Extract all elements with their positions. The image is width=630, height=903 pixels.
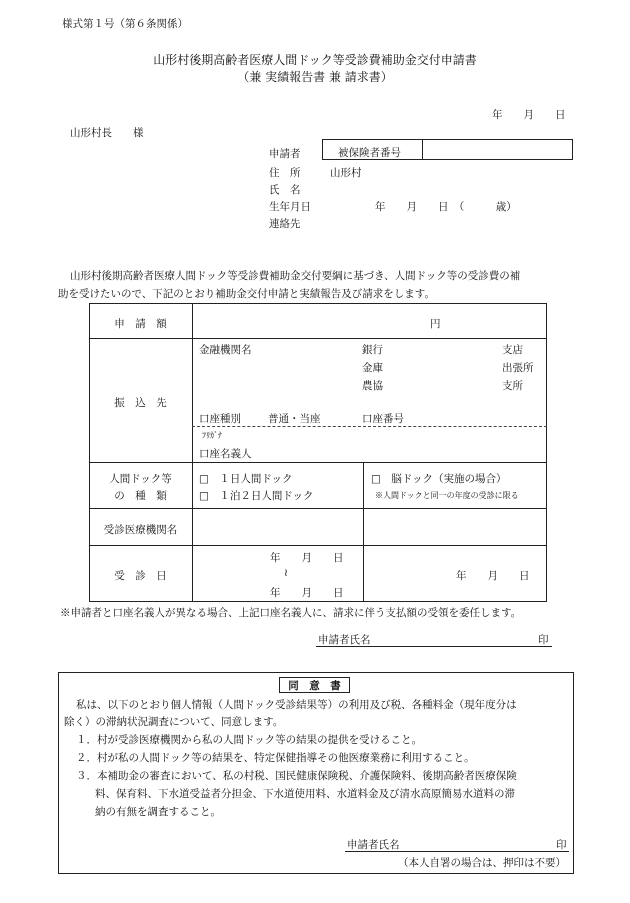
consent-item-1: １．村が受診医療機関から私の人間ドック等の結果の提供を受けること。: [76, 734, 423, 746]
branch-type-3: 支所: [502, 380, 523, 392]
contact-label: 連絡先: [269, 218, 301, 230]
dock-type-label-1: 人間ドック等: [109, 473, 172, 485]
form-subtitle: （兼 実績報告書 兼 請求書）: [237, 70, 393, 84]
address-value[interactable]: 山形村: [330, 167, 362, 179]
branch-type-2: 出張所: [502, 362, 534, 374]
bank-type-bank: 銀行: [362, 344, 383, 356]
submission-date: 年 月 日: [492, 109, 566, 121]
applicant-signature-label: 申請者氏名: [318, 634, 371, 646]
consent-footnote: （本人自署の場合は、押印は不要）: [398, 857, 566, 869]
applicant-seal-mark: 印: [538, 634, 549, 646]
account-number-label: 口座番号: [362, 413, 404, 425]
intro-text-2: 助を受けたいので、下記のとおり補助金交付申請と実績報告及び請求をします。: [58, 288, 435, 300]
furigana-label: ﾌﾘｶﾞﾅ: [202, 431, 222, 440]
address-label: 住 所: [269, 167, 301, 179]
bank-name-label: 金融機関名: [199, 344, 252, 356]
form-title: 山形村後期高齢者医療人間ドック等受診費補助金交付申請書: [153, 53, 477, 67]
dock-type-label-2: の 種 類: [114, 490, 167, 502]
exam-date-to[interactable]: 年 月 日: [270, 587, 344, 599]
delegation-note: ※申請者と口座名義人が異なる場合、上記口座名義人に、請求に伴う支払額の受領を委任します。: [60, 607, 522, 619]
one-day-dock-option[interactable]: □ １日人間ドック: [199, 473, 293, 485]
amount-unit: 円: [430, 318, 441, 330]
consent-item-3-line-1: ３．本補助金の審査において、私の村税、国民健康保険税、介護保険料、後期高齢者医療保険: [76, 770, 517, 782]
consent-item-2: ２．村が私の人間ドック等の結果を、特定保健指導その他医療業務に利用すること。: [76, 752, 475, 764]
two-day-dock-option[interactable]: □ １泊２日人間ドック: [199, 490, 314, 502]
exam-date-from[interactable]: 年 月 日: [270, 552, 344, 564]
consent-item-3-line-3: 納の有無を調査すること。: [95, 806, 221, 818]
account-type-label: 口座種別: [199, 413, 241, 425]
consent-seal-mark: 印: [556, 839, 567, 851]
account-type-value[interactable]: 普通・当座: [268, 413, 321, 425]
consent-signature-label: 申請者氏名: [347, 839, 400, 851]
brain-dock-note: ※人間ドックと同一の年度の受診に限る: [375, 491, 519, 500]
consent-body-1: 私は、以下のとおり個人情報（人間ドック受診結果等）の利用及び税、各種料金（現年度分は: [76, 699, 517, 711]
exam-date-separator: ≀: [284, 567, 288, 579]
consent-body-2: 除く）の滞納状況調査について、同意します。: [64, 716, 284, 728]
addressee: 山形村長 様: [70, 127, 144, 139]
bank-type-nokyo: 農協: [362, 380, 383, 392]
brain-dock-option[interactable]: □ 脳ドック（実施の場合）: [371, 473, 507, 485]
bank-type-shinkin: 金庫: [362, 362, 383, 374]
form-number: 様式第１号（第６条関係）: [62, 18, 188, 30]
birthdate-value[interactable]: 年 月 日 （ 歳）: [375, 201, 517, 213]
applicant-label: 申請者: [269, 148, 301, 160]
exam-date-label: 受 診 日: [114, 570, 167, 582]
name-label: 氏 名: [269, 184, 301, 196]
consent-item-3-line-2: 料、保育料、下水道受益者分担金、下水道使用料、水道料金及び清水高原簡易水道料の滞: [95, 788, 515, 800]
birthdate-label: 生年月日: [269, 201, 311, 213]
intro-text-1: 山形村後期高齢者医療人間ドック等受診費補助金交付要綱に基づき、人間ドック等の受診費の補: [70, 270, 521, 282]
transfer-label: 振 込 先: [114, 397, 167, 409]
amount-label: 申 請 額: [114, 318, 167, 330]
account-holder-label: 口座名義人: [199, 448, 252, 460]
branch-type-1: 支店: [502, 344, 523, 356]
clinic-label: 受診医療機関名: [103, 524, 178, 536]
consent-heading: 同 意 書: [288, 680, 341, 692]
insured-number-label: 被保険者番号: [338, 147, 401, 159]
brain-exam-date[interactable]: 年 月 日: [456, 570, 530, 582]
